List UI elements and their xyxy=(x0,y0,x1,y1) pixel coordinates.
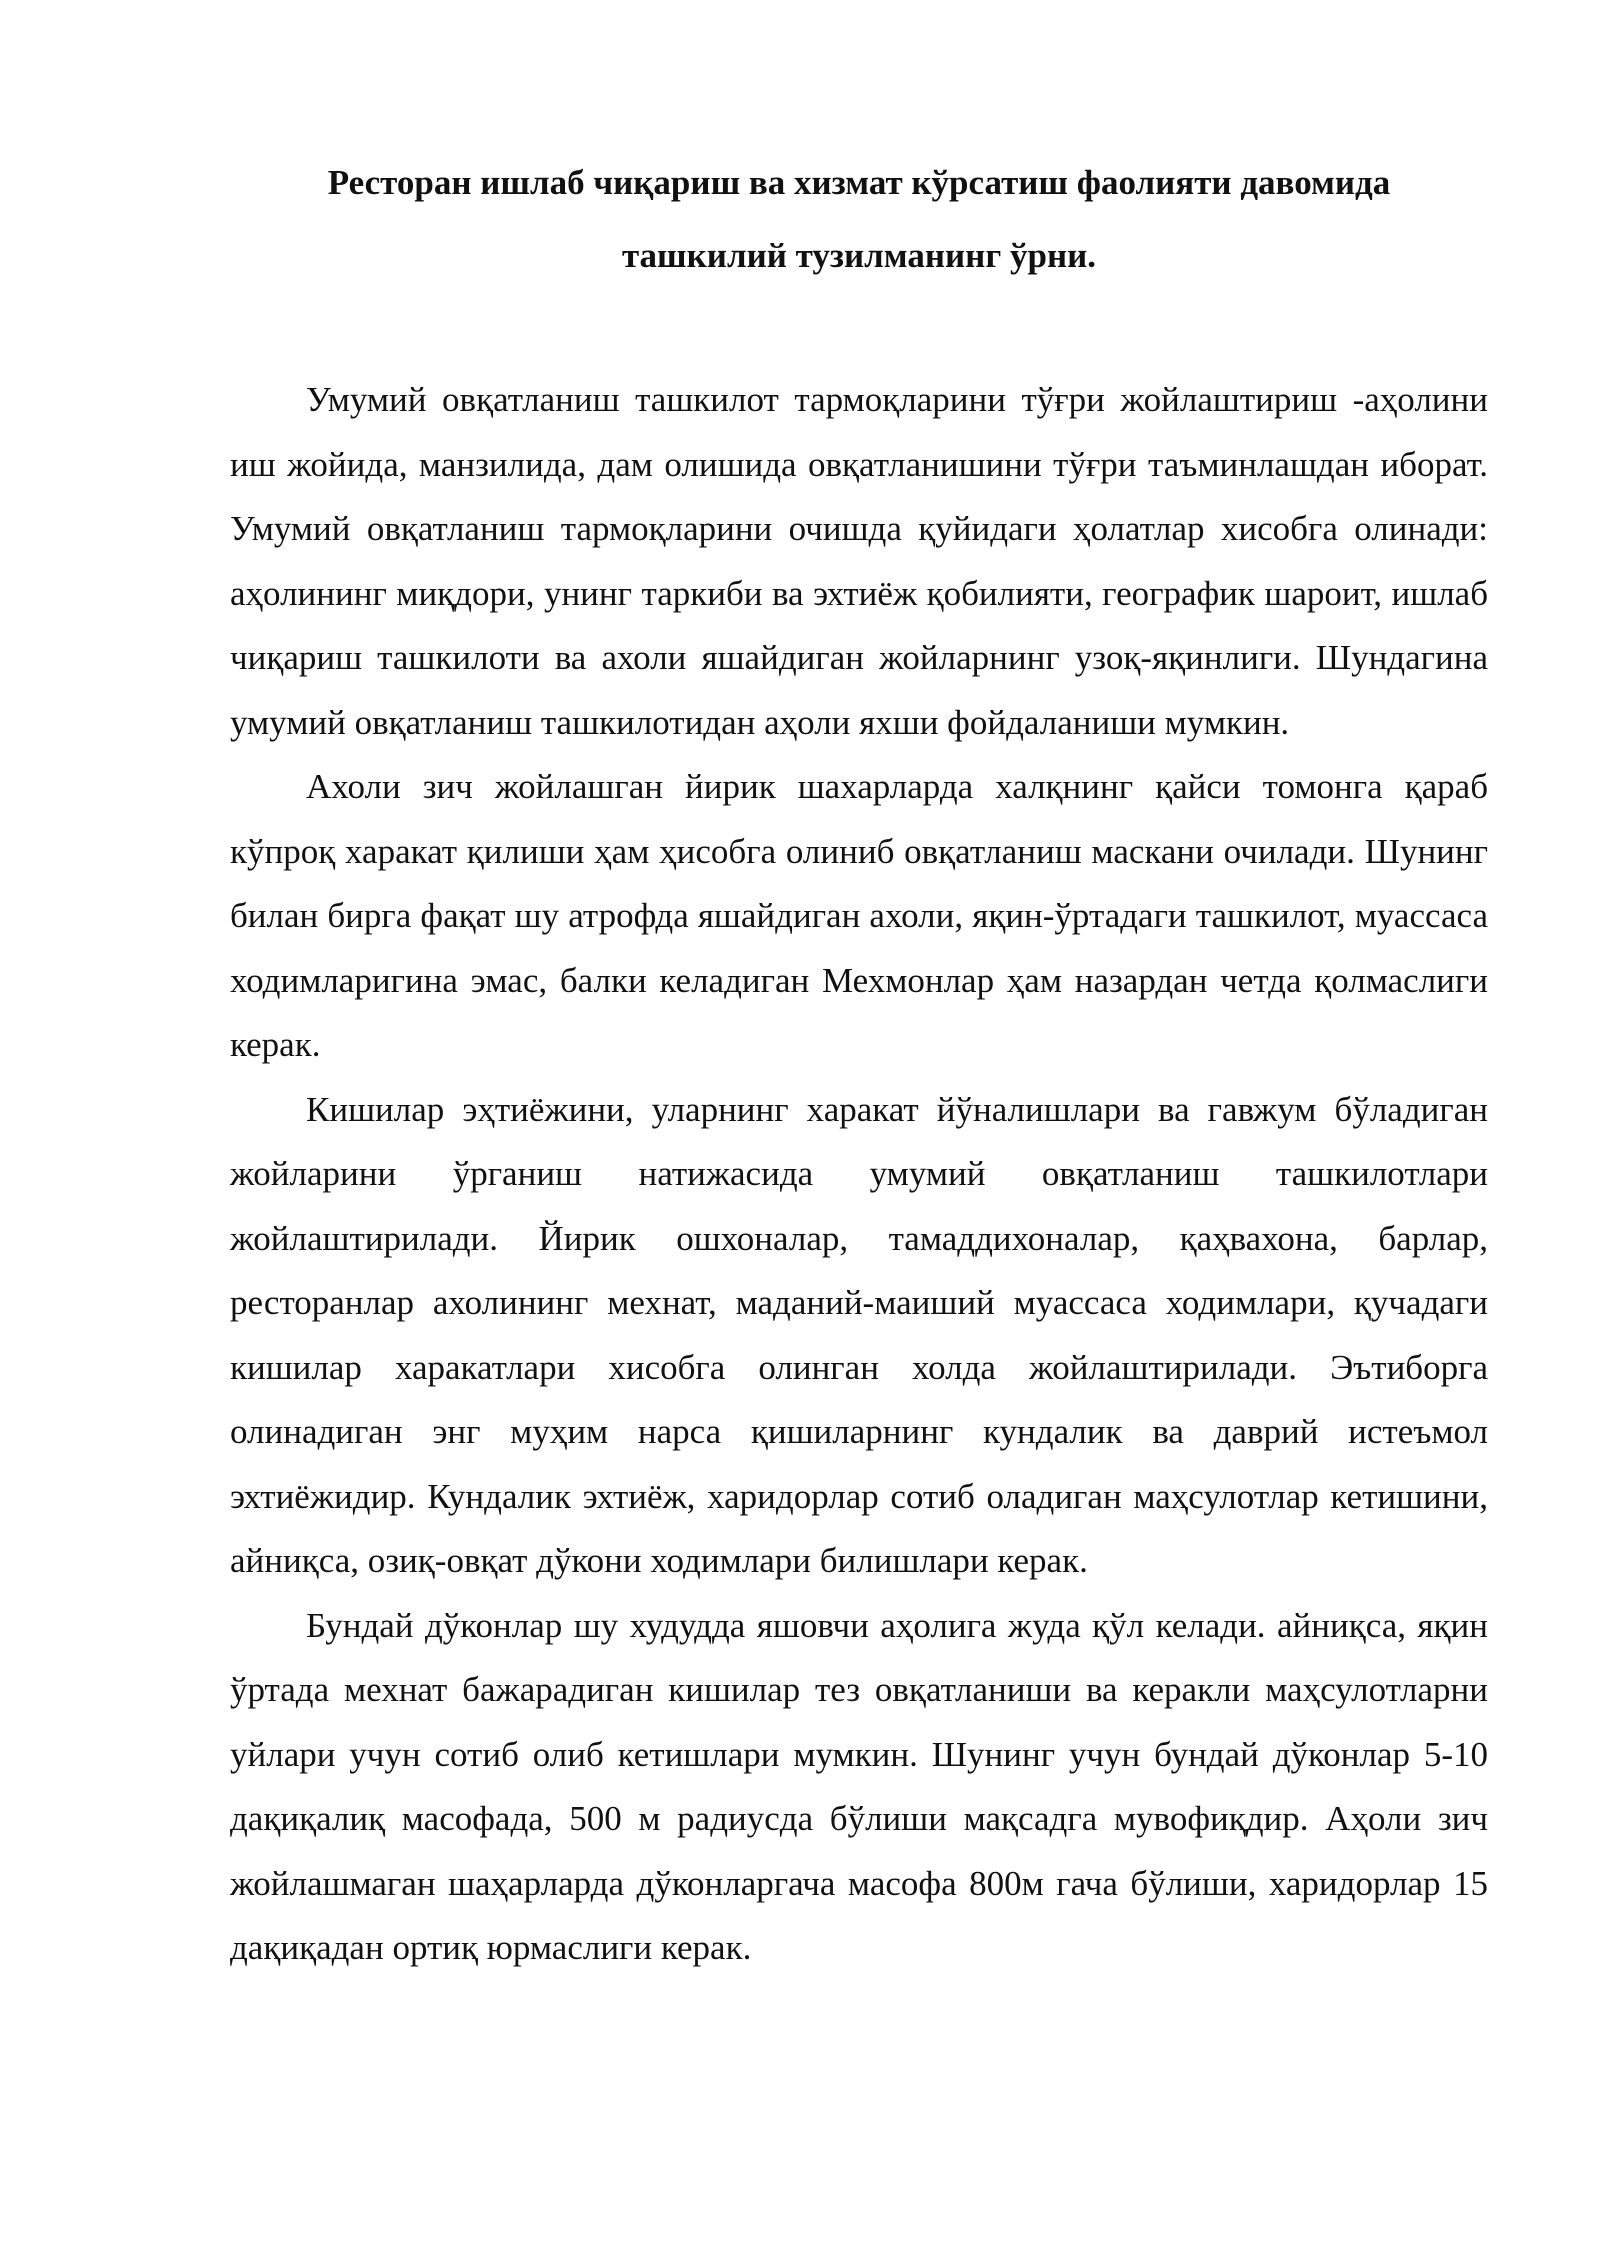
document-title xyxy=(230,146,1488,292)
title-line-1: Ресторан ишлаб чиқариш ва хизмат кўрсатиш фаолияти давомида xyxy=(327,163,1391,202)
paragraph-1: Умумий овқатланиш ташкилот тармоқларини тўғри жойлаштириш -аҳолини иш жойида, манзилида, дам олишида овқатланишини тўғри таъминлашдан иборат. Умумий овқатланиш тармоқларини очишда қуйидаги ҳолатлар хисобга олинади: аҳолининг миқдори, унинг таркиби ва эхтиёж қобилияти, географик шароит, ишлаб чиқариш ташкилоти ва ахоли яшайдиган жойларнинг узоқ-яқинлиги. Шундагина умумий овқатланиш ташкилотидан аҳоли яхши фойдаланиши мумкин. xyxy=(230,380,1488,742)
title-line-2: ташкилий тузилманинг ўрни. xyxy=(621,236,1097,275)
paragraph-2: Ахоли зич жойлашган йирик шахарларда халқнинг қайси томонга қараб кўпроқ харакат қилиши ҳам ҳисобга олиниб овқатланиш маскани очилади. Шунинг билан бирга фақат шу атрофда яшайдиган ахоли, яқин-ўртадаги ташкилот, муассаса ходимларигина эмас, балки келадиган Мехмонлар ҳам назардан четда қолмаслиги керак. xyxy=(230,767,1488,1064)
paragraph-3: Кишилар эҳтиёжини, уларнинг харакат йўналишлари ва гавжум бўладиган жойларини ўрганиш натижасида умумий овқатланиш ташкилотлари жойлаштирилади. Йирик ошхоналар, тамаддихоналар, қаҳвахона, барлар, ресторанлар ахолининг мехнат, маданий-маиший муассаса ходимлари, қучадаги кишилар харакатлари хисобга олинган холда жойлаштирилади. Эътиборга олинадиган энг муҳим нарса қишиларнинг кундалик ва даврий истеъмол эхтиёжидир. Кундалик эхтиёж, харидорлар сотиб оладиган маҳсулотлар кетишини, айниқса, озиқ-овқат дўкони ходимлари билишлари керак. xyxy=(230,1089,1488,1580)
document-body xyxy=(230,368,1488,1981)
paragraph-4: Бундай дўконлар шу худудда яшовчи аҳолига жуда қўл келади. айниқса, яқин ўртада мехнат бажарадиган кишилар тез овқатланиши ва керакли маҳсулотларни уйлари учун сотиб олиб кетишлари мумкин. Шунинг учун бундай дўконлар 5-10 дақиқалиқ масофада, 500 м радиусда бўлиши мақсадга мувофиқдир. Аҳоли зич жойлашмаган шаҳарларда дўконларгача масофа 800м гача бўлиши, харидорлар 15 дақиқадан ортиқ юрмаслиги керак. xyxy=(230,1605,1488,1967)
